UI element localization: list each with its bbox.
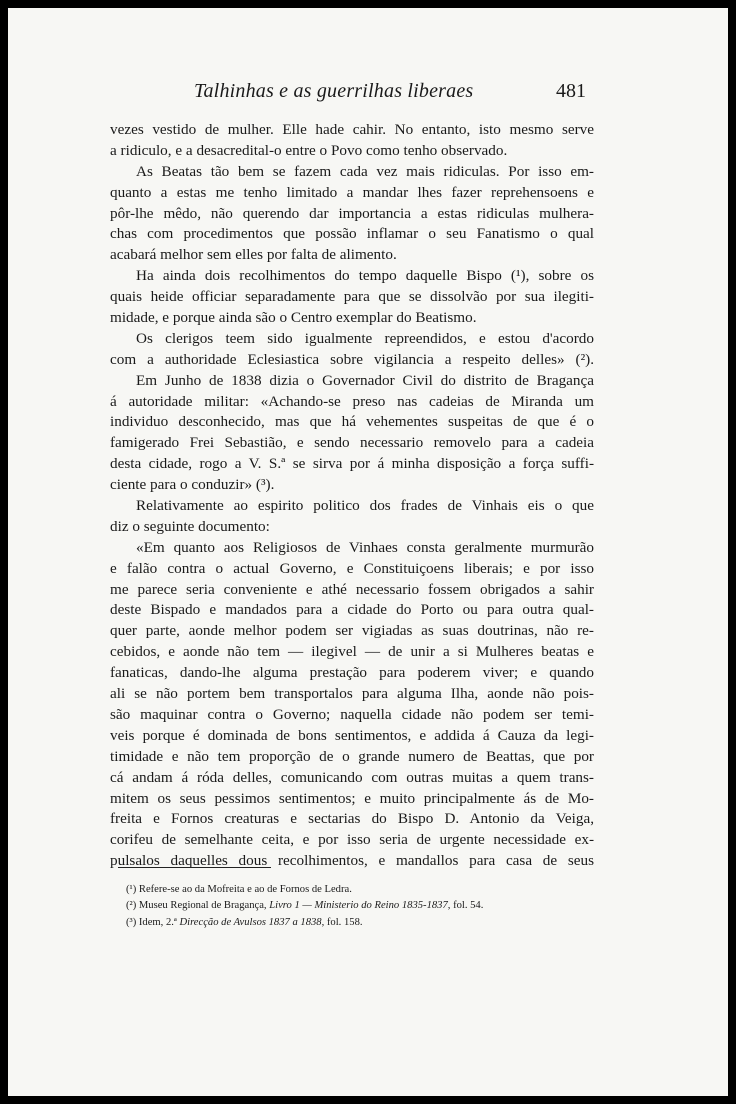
text-line: quais heide officiar separadamente para que se dissolvão por sua ilegiti- [110, 288, 594, 306]
book-page [8, 8, 728, 1096]
text-line: Os clerigos teem sido igualmente repreendidos, e estou d'acordo [136, 329, 594, 347]
text-line: Em Junho de 1838 dizia o Governador Civil do distrito de Bragança [136, 371, 594, 389]
footnote-folio: fol. 158. [326, 916, 363, 928]
text-line: mitem os seus pessimos sentimentos; e muito principalmente ás de Mo- [110, 789, 594, 807]
footnote-marker: (³) [126, 916, 137, 928]
text-line: Relativamente ao espirito politico dos frades de Vinhais eis o que [136, 497, 594, 515]
body-text [110, 120, 594, 872]
text-line: chas com procedimentos que possão inflamar o seu Fanatismo o qual [110, 225, 594, 243]
text-line: diz o seguinte documento: [110, 517, 270, 535]
text-line: a ridiculo, e a desacredital-o entre o Povo como tenho observado. [110, 141, 508, 159]
footnote-italic-title: Direcção de Avulsos 1837 a 1838, [179, 916, 325, 928]
text-line: vezes vestido de mulher. Elle hade cahir. No entanto, isto mesmo serve [110, 121, 594, 138]
text-line: quer parte, aonde melhor podem ser vigiadas as suas doutrinas, não re- [110, 622, 594, 640]
footnote-marker: (²) [126, 900, 137, 912]
footnote-2 [126, 898, 596, 914]
text-line: e falão contra o actual Governo, e Constituiçoens liberais; e por isso [110, 559, 594, 577]
footnote-marker: (¹) [126, 884, 137, 895]
footnote-italic-title: Livro 1 — Ministerio do Reino 1835-1837, [269, 900, 451, 912]
footnote-text: Museu Regional de Bragança, [138, 900, 267, 912]
text-line: me parece seria conveniente e athé necessario fossem obrigados a sahir [110, 580, 594, 598]
text-line: ciente para o conduzir» (³). [110, 476, 275, 494]
text-line: timidade e não tem proporção de o grande numero de Beattas, que por [110, 747, 594, 765]
text-line: desta cidade, rogo a V. S.ª se sirva por á minha disposição a força suffi- [110, 455, 594, 473]
text-line: acabará melhor sem elles por falta de alimento. [110, 246, 397, 264]
footnote-1 [126, 882, 596, 898]
footnote-3 [126, 915, 596, 931]
page-header [8, 80, 728, 106]
footnote-folio: fol. 54. [453, 900, 484, 912]
footnotes [126, 882, 596, 931]
text-line: veis porque é dominada de bons sentimentos, e addida á Cauza da legi- [110, 726, 594, 744]
text-line: fanaticas, dando-lhe alguma prestação para poderem viver; e quando [110, 664, 594, 682]
text-line: cá andam á róda delles, comunicando com outras muitas a quem trans- [110, 768, 594, 786]
footnote-text: Idem, 2.ª [138, 916, 177, 928]
text-line: «Em quanto aos Religiosos de Vinhaes consta geralmente murmurão [136, 538, 594, 556]
text-line: á autoridade militar: «Achando-se preso nas cadeias de Miranda um [110, 392, 594, 410]
text-line: pulsalos daquelles dous recolhimentos, e mandallos para casa de seus [110, 852, 594, 870]
text-line: são maquinar contra o Governo; naquella cidade não podem ser temi- [110, 705, 594, 723]
footnote-text: Refere-se ao da Mofreita e ao de Fornos de Ledra. [138, 884, 352, 895]
text-line: famigerado Frei Sebastião, e sendo necessario removelo para a cadeia [110, 434, 594, 452]
text-line: individuo desconhecido, mas que há vehementes suspeitas de que é o [110, 413, 594, 431]
text-line: As Beatas tão bem se fazem cada vez mais ridiculas. Por isso em- [136, 162, 594, 180]
page-number: 481 [556, 80, 586, 102]
text-line: corifeu de semelhante ceita, e por isso seria de urgente necessidade ex- [110, 831, 594, 849]
text-line: ali se não portem bem transportalos para alguma Ilha, aonde não pois- [110, 685, 594, 703]
text-line: Ha ainda dois recolhimentos do tempo daquelle Bispo (¹), sobre os [136, 267, 594, 285]
text-line: cebidos, e aonde não tem — ilegivel — de unir a si Mulheres beatas e [110, 643, 594, 661]
text-line: midade, e porque ainda são o Centro exemplar do Beatismo. [110, 309, 477, 327]
text-line: deste Bispado e mandados para a cidade do Porto ou para outra qual- [110, 601, 594, 619]
running-title: Talhinhas e as guerrilhas liberaes [194, 80, 474, 102]
text-line: pôr-lhe mêdo, não querendo dar importancia a estas ridiculas mulhera- [110, 204, 594, 222]
text-line: quanto a estas me tenho limitado a mandar lhes fazer reprehensoens e [110, 183, 594, 201]
footnote-divider [118, 867, 271, 868]
text-line: freita e Fornos creaturas e sectarias do Bispo D. Antonio da Veiga, [110, 810, 594, 828]
text-line: com a authoridade Eclesiastica sobre vigilancia a respeito delles» (²). [110, 350, 594, 368]
